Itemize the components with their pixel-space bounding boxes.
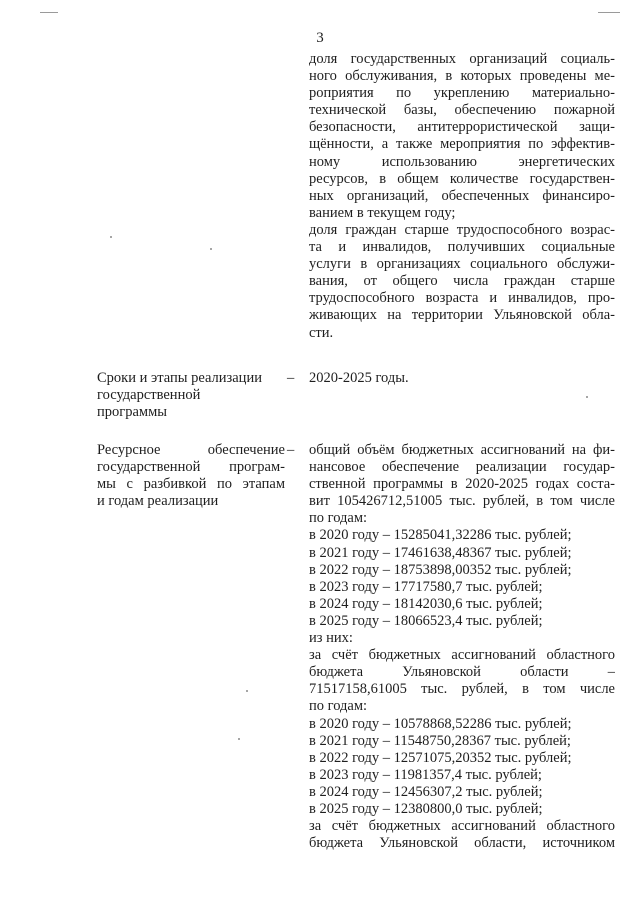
funding-text-line: в 2024 году – 12456307,2 тыс. рублей; bbox=[309, 783, 543, 800]
indicator-text-line: ного обслуживания, в которых проведены ме- bbox=[309, 68, 615, 85]
indicator-text-line: безопасности, антитеррористической защи- bbox=[309, 119, 615, 136]
indicator-text-line: ванием в текущем году; bbox=[309, 204, 456, 221]
timeline-label-line: программы bbox=[97, 404, 167, 420]
indicator-text-line: ному использованию энергетических bbox=[309, 153, 615, 170]
resources-label-line: мы с разбивкой по этапам bbox=[97, 476, 285, 492]
timeline-section-dash: – bbox=[287, 370, 295, 386]
funding-text-line: в 2024 году – 18142030,6 тыс. рублей; bbox=[309, 595, 543, 612]
indicator-text-line: сти. bbox=[309, 324, 334, 341]
timeline-value-text: 2020-2025 годы. bbox=[309, 370, 409, 386]
timeline-label-line: Сроки и этапы реализации bbox=[97, 370, 262, 386]
funding-text-line: в 2023 году – 11981357,4 тыс. рублей; bbox=[309, 766, 542, 783]
scan-artifact-dot bbox=[110, 236, 112, 238]
indicator-text-line: ресурсов, в общем количестве государствен- bbox=[309, 170, 615, 187]
funding-text-line: в 2020 году – 15285041,32286 тыс. рублей; bbox=[309, 527, 572, 544]
funding-text-line: общий объём бюджетных ассигнований на фи- bbox=[309, 442, 615, 458]
indicator-text-line: роприятия по укреплению материально- bbox=[309, 85, 615, 102]
funding-text-line: вит 105426712,51005 тыс. рублей, в том числе bbox=[309, 493, 615, 510]
resources-label-line: Ресурсное обеспечение bbox=[97, 442, 285, 458]
resources-section-dash: – bbox=[287, 442, 295, 458]
scan-artifact-dot bbox=[238, 738, 240, 740]
resources-section-text bbox=[309, 442, 615, 852]
scan-artifact-dot bbox=[586, 396, 588, 398]
resources-section-label bbox=[97, 442, 285, 510]
funding-text-line: по годам: bbox=[309, 698, 368, 715]
funding-text-line: бюджета Ульяновской области, источником bbox=[309, 835, 615, 852]
resources-label-line: государственной програм- bbox=[97, 459, 285, 475]
funding-text-line: за счёт бюджетных ассигнований областного bbox=[309, 818, 615, 835]
funding-text-line: нансовое обеспечение реализации государ- bbox=[309, 459, 615, 476]
funding-text-line: в 2022 году – 12571075,20352 тыс. рублей; bbox=[309, 749, 572, 766]
scan-artifact-dot bbox=[210, 248, 212, 250]
funding-text-line: из них: bbox=[309, 630, 353, 647]
timeline-label-line: государственной bbox=[97, 387, 201, 403]
target-indicators-text bbox=[309, 51, 615, 342]
funding-text-line: в 2021 году – 11548750,28367 тыс. рублей; bbox=[309, 732, 571, 749]
funding-text-line: ственной программы в 2020-2025 годах соста- bbox=[309, 476, 615, 493]
funding-text-line: в 2022 году – 18753898,00352 тыс. рублей; bbox=[309, 561, 572, 578]
page-number: 3 bbox=[316, 30, 324, 46]
funding-text-line: 71517158,61005 тыс. рублей, в том числе bbox=[309, 681, 615, 698]
scan-artifact-dot bbox=[246, 690, 248, 692]
indicator-text-line: доля граждан старше трудоспособного возрас- bbox=[309, 221, 615, 238]
timeline-section-value bbox=[309, 370, 615, 387]
funding-text-line: за счёт бюджетных ассигнований областного bbox=[309, 647, 615, 664]
funding-text-line: в 2023 году – 17717580,7 тыс. рублей; bbox=[309, 578, 543, 595]
resources-label-line: и годам реализации bbox=[97, 493, 219, 509]
indicator-text-line: технической базы, обеспечению пожарной bbox=[309, 102, 615, 119]
indicator-text-line: ных организаций, обеспеченных финансиро- bbox=[309, 187, 615, 204]
indicator-text-line: трудоспособного возраста и инвалидов, про- bbox=[309, 290, 615, 307]
funding-text-line: бюджета Ульяновской области – bbox=[309, 664, 615, 681]
funding-text-line: в 2020 году – 10578868,52286 тыс. рублей; bbox=[309, 715, 572, 732]
indicator-text-line: услуги в организациях социального обслужи- bbox=[309, 256, 615, 273]
funding-text-line: в 2025 году – 18066523,4 тыс. рублей; bbox=[309, 612, 543, 629]
scan-artifact-top-left bbox=[40, 12, 58, 13]
indicator-text-line: вания, от общего числа граждан старше bbox=[309, 273, 615, 290]
indicator-text-line: та и инвалидов, получивших социальные bbox=[309, 239, 615, 256]
scan-artifact-top-right bbox=[598, 12, 620, 13]
indicator-text-line: живающих на территории Ульяновской обла- bbox=[309, 307, 615, 324]
funding-text-line: по годам: bbox=[309, 510, 368, 527]
funding-text-line: в 2021 году – 17461638,48367 тыс. рублей; bbox=[309, 544, 572, 561]
timeline-section-label bbox=[97, 370, 285, 421]
indicator-text-line: доля государственных организаций социаль- bbox=[309, 51, 615, 67]
indicator-text-line: щённости, а также мероприятия по эффектив- bbox=[309, 136, 615, 153]
funding-text-line: в 2025 году – 12380800,0 тыс. рублей; bbox=[309, 800, 543, 817]
